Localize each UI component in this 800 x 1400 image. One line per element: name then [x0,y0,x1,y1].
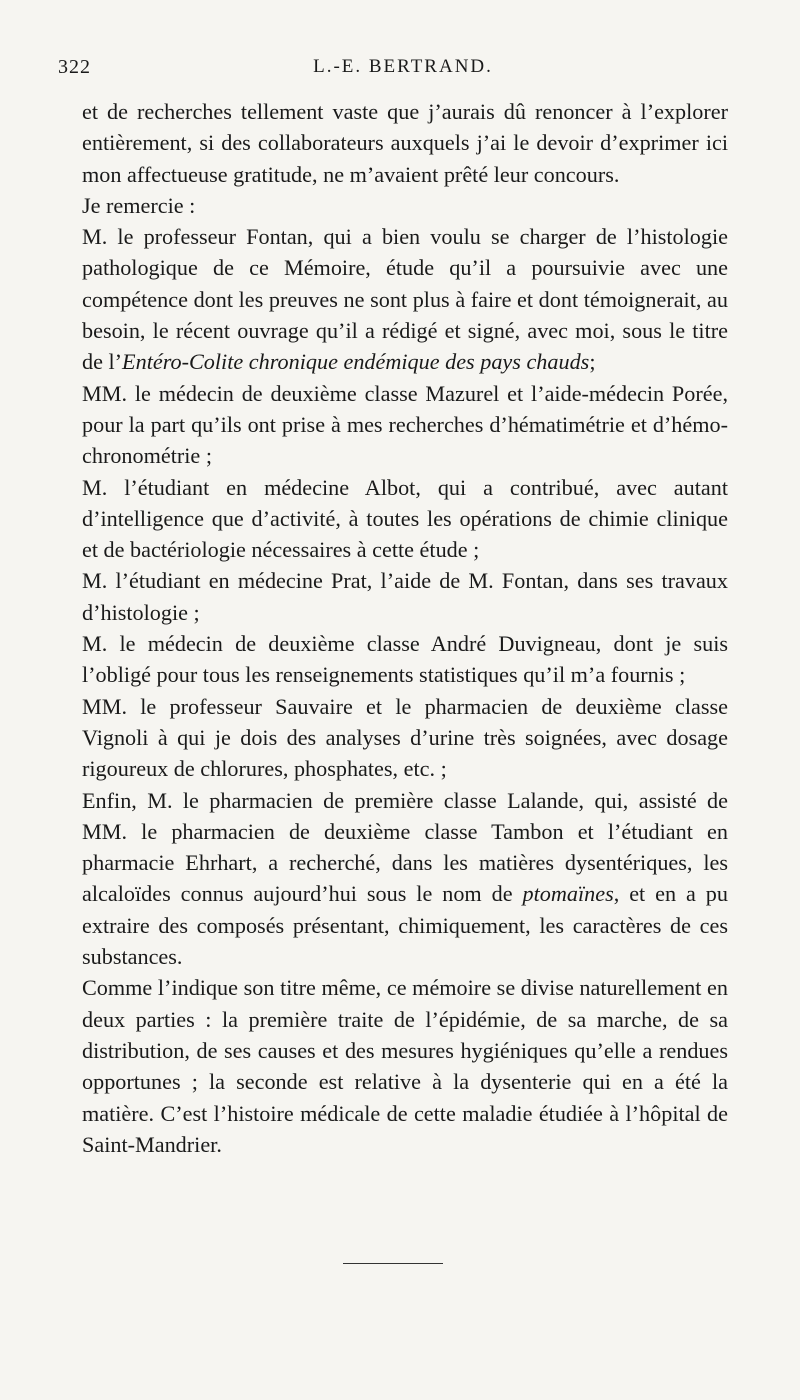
paragraph-text: M. le professeur Fontan, qui a bien voulu se charger de l’histologie pathologique de ce Mémoire, étude qu’il a poursuivie avec une compétence dont les preuves ne sont plus à faire et dont témoignerait, au besoin, le récent ouvrage qu’il a rédigé et signé, avec moi, sous le titre de l’ [82,224,728,375]
paragraph-text: M. l’étudiant en médecine Prat, l’aide de M. Fontan, dans ses travaux d’histologie ; [82,568,728,625]
paragraph [82,190,728,221]
paragraph-text: et de recherches tellement vaste que j’aurais dû renoncer à l’explorer entièrement, si des collaborateurs auxquels j’ai le devoir d’exprimer ici mon affectueuse gratitude, ne m’avaient prêté leur concours. [82,99,728,187]
body-text [82,96,728,1160]
paragraph [82,378,728,472]
page-number: 322 [58,56,91,78]
paragraph [82,221,728,377]
italic-text: Entéro-Colite chronique endémique des pays chauds [122,349,590,375]
paragraph-text: M. l’étudiant en médecine Albot, qui a contribué, avec autant d’intelligence que d’activité, à toutes les opérations de chimie clinique et de bactériologie nécessaires à cette étude ; [82,474,728,563]
paragraph-text: Enfin, M. le pharmacien de première classe Lalande, qui, assisté de MM. le pharmacien de deuxième classe Tambon et l’étudiant en pharmacie Ehrhart, a recherché, dans les matières dysentériques, les alcaloïdes connus aujourd’hui sous le nom de [82,787,728,907]
paragraph-text: Comme l’indique son titre même, ce mémoire se divise naturellement en deux parties : la première traite de l’épidémie, de sa marche, de sa distribution, de ses causes et des mesures hygiéniques qu’elle a rendues opportunes ; la seconde est relative à la dysenterie qui en a été la matière. C’est l’histoire médicale de cette maladie étudiée à l’hôpital de Saint-Mandrier. [82,975,728,1157]
paragraph [82,972,728,1160]
page-header [58,56,748,86]
running-head: L.-E. BERTRAND. [313,56,493,77]
paragraph [82,472,728,566]
paragraph [82,565,728,628]
paragraph-text: , et en a pu extraire des composés présentant, chimiquement, les caractères de ces substances. [82,881,728,970]
paragraph [82,691,728,785]
paragraph [82,96,728,190]
paragraph-text: Je remercie : [82,192,196,218]
italic-text: ptomaïnes [522,881,614,907]
paragraph [82,628,728,691]
paragraph-text: ; [589,349,596,375]
paragraph [82,785,728,973]
paragraph-text: M. le médecin de deuxième classe André Duvigneau, dont je suis l’obligé pour tous les renseignements statistiques qu’il m’a fournis ; [82,631,728,688]
paragraph-text: MM. le médecin de deuxième classe Mazurel et l’aide-médecin Porée, pour la part qu’ils ont prise à mes recherches d’hématimétrie et d’hémo-chronométrie ; [82,380,728,469]
end-rule [343,1263,443,1264]
paragraph-text: MM. le professeur Sauvaire et le pharmacien de deuxième classe Vignoli à qui je dois des analyses d’urine très soignées, avec dosage rigoureux de chlorures, phosphates, etc. ; [82,693,728,782]
